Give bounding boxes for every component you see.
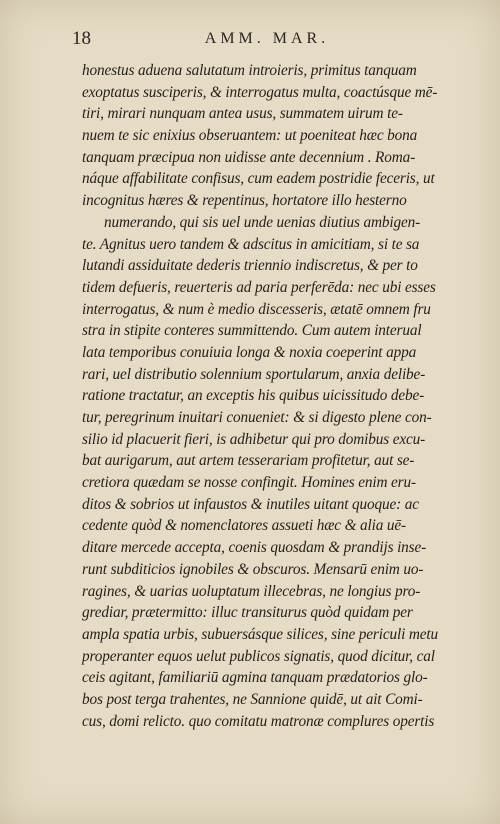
text-line: ditos & sobrios ut infaustos & inutiles uitant quoque: ac [82,495,419,513]
text-line: stra in stipite conteres summittendo. Cum autem interual [82,322,422,340]
text-line: lutandi assiduitate dederis triennio indiscretus, & per to [82,257,418,275]
text-line: honestus aduena salutatum introieris, primitus tanquam [82,62,417,79]
text-line: ampla spatia urbis, subuersásque silices, sine periculi metu [82,625,438,643]
text-line: cus, domi relicto. quo comitatu matronæ complures opertis [82,712,435,730]
text-line: tiri, mirari nunquam antea usus, summatem uirum te- [82,105,403,123]
text-line: interrogatus, & num è medio discesseris, ætatē omnem fru [82,300,431,318]
text-line: tanquam præcipua non uidisse ante decennium . Roma- [82,148,416,166]
page-number: 18 [72,28,91,49]
text-line: properanter equos uelut publicos signatis, quod dicitur, cal [82,647,435,665]
text-line: runt subditicios ignobiles & obscuros. Mensarū enim uo- [82,560,424,578]
text-line: silio id placuerit fieri, is adhibetur qui pro domibus excu- [82,430,426,448]
text-line: cretiora quædam se nosse confingit. Homines enim eru- [82,474,416,492]
text-line: nuem te sic enixius obseruantem: ut poeniteat hæc bona [82,127,418,145]
text-line: exoptatus susciperis, & interrogatus multa, coactúsque mē- [82,83,438,101]
running-title: AMM. MAR. [204,30,330,47]
text-line: bat aurigarum, aut artem tesserariam profitetur, aut se- [82,452,415,470]
text-line: bos post terga trahentes, ne Sannione quidē, ut ait Comi- [82,690,423,708]
text-line: numerando, qui sis uel unde uenias diutius ambigen- [104,213,421,231]
page-header [72,28,462,54]
text-line: ratione tractatur, an exceptis his quibus uicissitudo debe- [82,387,425,405]
text-line: ceis agitant, familiariū agmina tanquam prædatorios glo- [82,669,428,687]
text-line: tur, peregrinum inuitari conueniet: & si digesto plene con- [82,409,432,426]
text-line: ditare mercede accepta, coenis quosdam & prandijs inse- [82,539,427,557]
body-text [82,60,462,732]
text-line: lata temporibus conuiuia longa & noxia coeperint appa [82,343,417,361]
text-line: náque affabilitate confisus, cum eadem postridie feceris, ut [82,170,435,188]
text-line: incognitus hæres & repentinus, hortatore illo hesterno [82,192,407,210]
text-line: ragines, & uarias uoluptatum illecebras, ne longius pro- [82,582,421,600]
text-line: grediar, prætermitto: illuc transiturus quòd quidam per [82,604,413,622]
text-line: te. Agnitus uero tandem & adscitus in amicitiam, si te sa [82,235,420,253]
text-line: rari, uel distributio solennium sportularum, anxia delibe- [82,365,426,383]
text-line: tidem defueris, reuerteris ad paria perferēda: nec ubi esses [82,278,436,296]
text-line: cedente quòd & nomenclatores assueti hæc & alia uē- [82,517,406,535]
